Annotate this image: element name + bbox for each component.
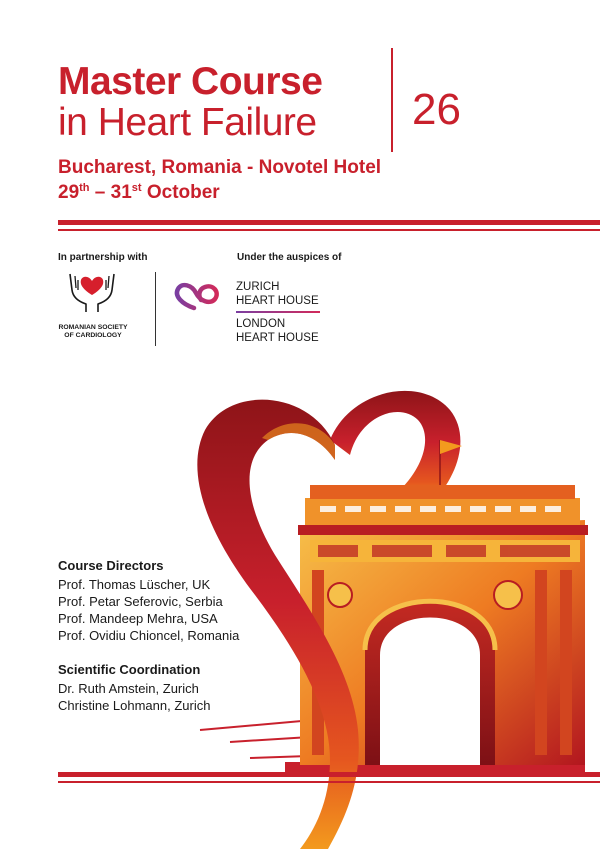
rsc-name-line1: ROMANIAN SOCIETY bbox=[58, 324, 128, 331]
scientific-coordination-heading: Scientific Coordination bbox=[58, 662, 201, 677]
director-item: Prof. Ovidiu Chioncel, Romania bbox=[58, 628, 240, 644]
scientific-coordination-list bbox=[58, 680, 210, 714]
zurich-line2: HEART HOUSE bbox=[236, 294, 319, 307]
date-start-day: 29 bbox=[58, 182, 80, 203]
event-dates bbox=[58, 182, 220, 204]
date-end-suffix: st bbox=[131, 182, 142, 194]
coordinator-item: Christine Lohmann, Zurich bbox=[58, 698, 211, 714]
zurich-line1: ZURICH bbox=[236, 281, 280, 293]
venue-text: Bucharest, Romania - Novotel Hotel bbox=[58, 157, 382, 178]
course-title-line2: in Heart Failure bbox=[58, 101, 317, 144]
footer-rule-thick bbox=[58, 772, 600, 777]
date-month: October bbox=[141, 182, 220, 203]
date-end-day: 31 bbox=[110, 182, 132, 203]
date-separator: – bbox=[89, 182, 111, 203]
director-item: Prof. Petar Seferovic, Serbia bbox=[58, 594, 223, 610]
rsc-name bbox=[58, 324, 128, 340]
zurich-heart-house bbox=[236, 281, 319, 309]
rsc-name-line2: OF CARDIOLOGY bbox=[64, 332, 122, 340]
director-item: Prof. Mandeep Mehra, USA bbox=[58, 611, 218, 627]
title-divider bbox=[391, 48, 393, 152]
director-item: Prof. Thomas Lüscher, UK bbox=[58, 577, 211, 592]
interlocking-heart-ribbon-icon bbox=[172, 280, 222, 314]
edition-number: 26 bbox=[412, 85, 461, 134]
course-directors-list bbox=[58, 576, 239, 645]
header-rule-thick bbox=[58, 220, 600, 225]
london-line1: LONDON bbox=[236, 318, 286, 330]
course-title-line1: Master Course bbox=[58, 60, 323, 103]
heart-house-divider bbox=[236, 311, 320, 313]
coordinator-item: Dr. Ruth Amstein, Zurich bbox=[58, 681, 199, 696]
hands-holding-heart-icon bbox=[62, 272, 122, 312]
date-start-suffix: th bbox=[79, 182, 90, 194]
header-rule-thin bbox=[58, 229, 600, 231]
auspices-label: Under the auspices of bbox=[237, 252, 342, 263]
logo-divider bbox=[155, 272, 156, 346]
london-heart-house bbox=[236, 318, 319, 346]
course-directors-heading: Course Directors bbox=[58, 558, 164, 573]
footer-rule-thin bbox=[58, 781, 600, 783]
london-line2: HEART HOUSE bbox=[236, 331, 319, 344]
partnership-label: In partnership with bbox=[58, 252, 148, 263]
